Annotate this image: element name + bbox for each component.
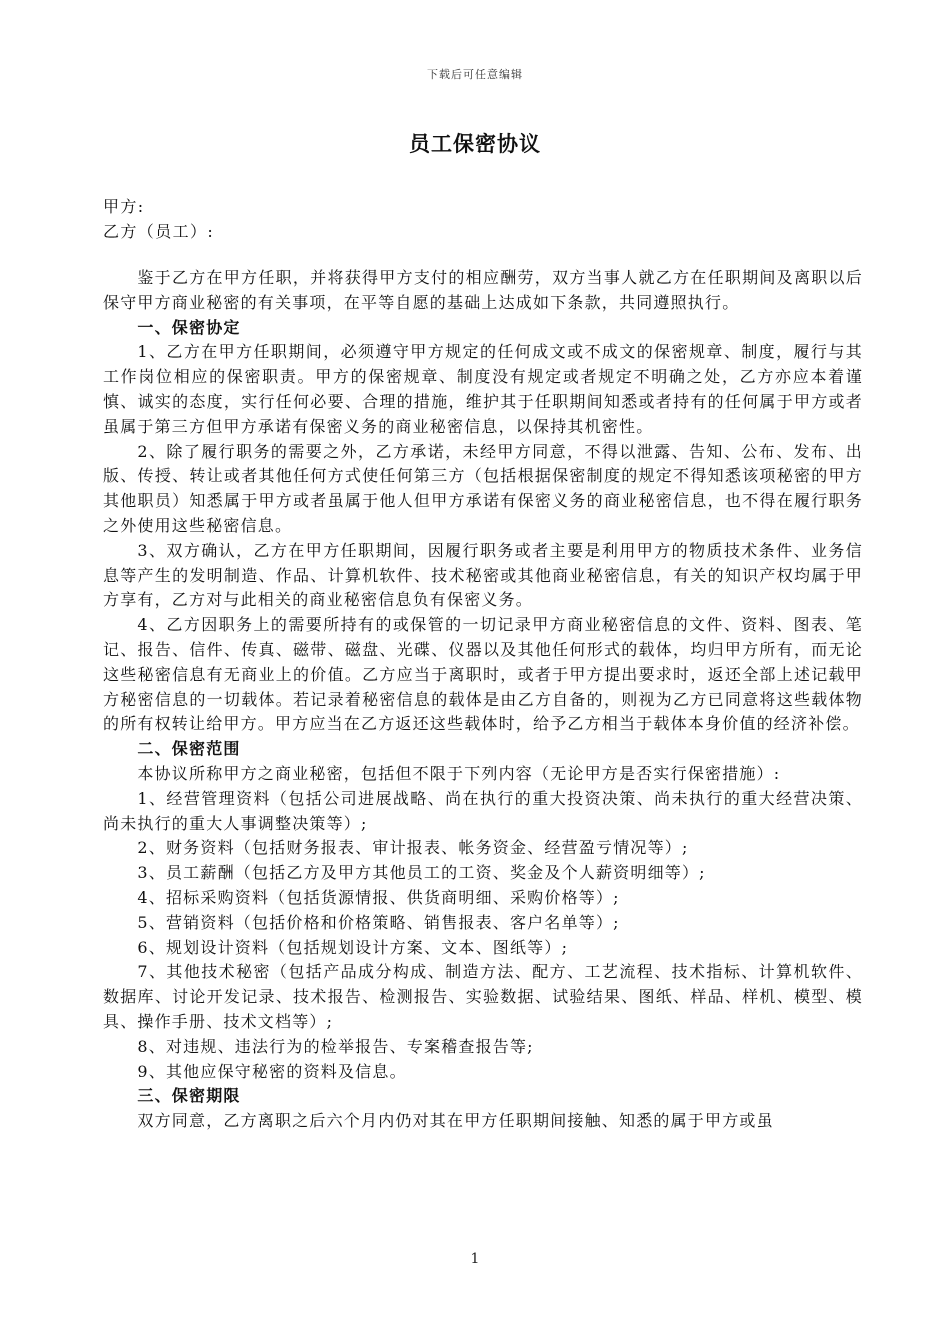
clause-paragraph: 3、双方确认，乙方在甲方任职期间，因履行职务或者主要是利用甲方的物质技术条件、业务信息等产生的发明制造、作品、计算机软件、技术秘密或其他商业秘密信息，有关的知识产权均属于甲方享有，乙方对与此相关的商业秘密信息负有保密义务。 xyxy=(103,540,863,610)
party-a-label: 甲方: xyxy=(103,197,145,216)
scope-list-item: 8、对违规、违法行为的检举报告、专案稽查报告等; xyxy=(137,1036,534,1056)
section-heading-term: 三、保密期限 xyxy=(137,1086,241,1106)
scope-list-item: 1、经营管理资料（包括公司进展战略、尚在执行的重大投资决策、尚未执行的重大经营决策、尚未执行的重大人事调整决策等）; xyxy=(103,788,863,833)
scope-list-item: 7、其他技术秘密（包括产品成分构成、制造方法、配方、工艺流程、技术指标、计算机软件、数据库、讨论开发记录、技术报告、检测报告、实验数据、试验结果、图纸、样品、样机、模型、模具、操作手册、技术文档等）; xyxy=(103,962,863,1031)
scope-intro: 本协议所称甲方之商业秘密，包括但不限于下列内容（无论甲方是否实行保密措施）: xyxy=(137,763,781,783)
party-b-label: 乙方（员工）: xyxy=(103,222,215,241)
scope-list-item: 2、财务资料（包括财务报表、审计报表、帐务资金、经营盈亏情况等）; xyxy=(137,838,689,858)
clause-paragraph: 2、除了履行职务的需要之外，乙方承诺，未经甲方同意，不得以泄露、告知、公布、发布、出版、传授、转让或者其他任何方式使任何第三方（包括根据保密制度的规定不得知悉该项秘密的甲方其他职员）知悉属于甲方或者虽属于他人但甲方承诺有保密义务的商业秘密信息，也不得在履行职务之外使用这些秘密信息。 xyxy=(103,441,863,535)
agreement-body xyxy=(103,266,863,1134)
clause-paragraph: 双方同意，乙方离职之后六个月内仍对其在甲方任职期间接触、知悉的属于甲方或虽 xyxy=(137,1111,774,1131)
scope-list-item: 5、营销资料（包括价格和价格策略、销售报表、客户名单等）; xyxy=(137,912,620,932)
header-note: 下载后可任意编辑 xyxy=(427,68,523,81)
parties-block xyxy=(103,194,863,244)
scope-list-item: 4、招标采购资料（包括货源情报、供货商明细、采购价格等）; xyxy=(137,887,620,907)
scope-list-item: 6、规划设计资料（包括规划设计方案、文本、图纸等）; xyxy=(137,937,569,957)
page-number: 1 xyxy=(470,1251,480,1267)
section-heading-scope: 二、保密范围 xyxy=(137,739,241,759)
document-title: 员工保密协议 xyxy=(409,131,541,156)
preamble-paragraph: 鉴于乙方在甲方任职，并将获得甲方支付的相应酬劳，双方当事人就乙方在任职期间及离职以后保守甲方商业秘密的有关事项，在平等自愿的基础上达成如下条款，共同遵照执行。 xyxy=(103,268,863,312)
scope-list-item: 9、其他应保守秘密的资料及信息。 xyxy=(137,1061,407,1081)
scope-list-item: 3、员工薪酬（包括乙方及甲方其他员工的工资、奖金及个人薪资明细等）; xyxy=(137,863,706,883)
clause-paragraph: 4、乙方因职务上的需要所持有的或保管的一切记录甲方商业秘密信息的文件、资料、图表、笔记、报告、信件、传真、磁带、磁盘、光碟、仪器以及其他任何形式的载体，均归甲方所有，而无论这些秘密信息有无商业上的价值。乙方应当于离职时，或者于甲方提出要求时，返还全部上述记载甲方秘密信息的一切载体。若记录着秘密信息的载体是由乙方自备的，则视为乙方已同意将这些载体物的所有权转让给甲方。甲方应当在乙方返还这些载体时，给予乙方相当于载体本身价值的经济补偿。 xyxy=(103,615,863,734)
clause-paragraph: 1、乙方在甲方任职期间，必须遵守甲方规定的任何成文或不成文的保密规章、制度，履行与其工作岗位相应的保密职责。甲方的保密规章、制度没有规定或者规定不明确之处，乙方亦应本着谨慎、诚实的态度，实行任何必要、合理的措施，维护其于任职期间知悉或者持有的任何属于甲方或者虽属于第三方但甲方承诺有保密义务的商业秘密信息，以保持其机密性。 xyxy=(103,342,863,436)
section-heading-confidentiality: 一、保密协定 xyxy=(137,317,241,337)
